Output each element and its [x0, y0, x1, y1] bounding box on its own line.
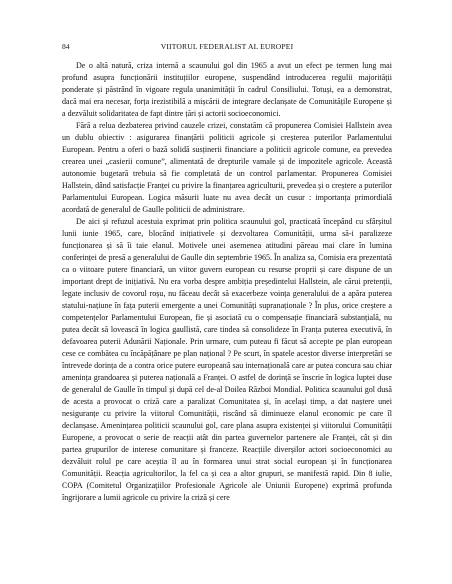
paragraph: De aici și refuzul acestuia exprimat prin politica scaunului gol, practicată începând cu sfârșitul lunii iunie 1965, care, blocând inițiativele și dezvoltarea Comunității, urma să-i paralizeze funcționarea și să îi taie elanul. Motivele unei asemenea atitudini păreau mai clare în lumina conferinței de presă a generalului de Gaulle din septembrie 1965. În analiza sa, Comisia era prezentată ca o viitoare putere financiară, un viitor guvern european cu resurse proprii și care dispune de un important drept de inițiativă. Nu era vorba despre ambiția președintelui Hallstein, ale cărui pretenții, legate inclusiv de covorul roșu, nu făceau decât să exacerbeze voința generalului de a apăra puterea statului-națiune în fața puterii emergente a unei Comunități supranaționale ? În plus, orice creștere a competențelor Parlamentului European, fie și asociată cu o compensație financiară substanțială, nu putea decât să lovească în logica gaullistă, care tindea să consolideze în Franța puterea executivă, în defavoarea puterii Adunării Naționale. Prin urmare, cum puteau fi făcut să accepte pe plan european cese ce combătea cu încăpățânare pe plan național ? Pe scurt, în spatele acestor diverse interpretări se întrevede dorința de a contra orice putere europeană sau internațională care ar putea concura sau chiar amenința grandoarea și puterea națională a Franței. O astfel de dorință se înscrie în logica luptei duse de generalul de Gaulle în timpul și după cel de-al Doilea Război Mondial. Politica scaunului gol dusă de acesta a provocat o criză care a paralizat Comunitatea și, în același timp, a dat naștere unei nesiguranțe cu privire la viitorul Comunității, riscând să diminueze elanul economic pe care îl declanșase. Amenințarea politicii scaunului gol, care plana asupra existenței și viitorului Comunității Europene, a provocat o serie de reacții atât din partea guvernelor partenere ale Franței, cât și din partea grupurilor de interese comunitare și franceze. Reacțiile diverșilor actori socioeconomici au dezvăluit rolul pe care aceștia îl au în formarea unui strat social european și în funcționarea Comunității. Reacția agricultorilor, la fel ca și cea a altor grupuri, se manifestă rapid. Din 8 iulie, COPA (Comitetul Organizațiilor Profesionale Agricole ale Uniunii Europene) exprimă profunda îngrijorare a lumii agricole cu privire la criză și cere	[62, 217, 393, 502]
paragraph: De o altă natură, criza internă a scaunului gol din 1965 a avut un efect pe termen lung mai profund asupra funcționării instituțiilor europene, suspendând introducerea regulii majorității ponderate și păstrând în vigoare regula unanimității în cadrul Consiliului. Totuși, ea a demonstrat, dacă mai era necesar, forța irezistibilă a mișcării de integrare declanșate de Comunitățile Europene și a dezvăluit solidaritatea de fapt dintre țări și actorii socioeconomici.	[62, 61, 392, 118]
running-title: VIITORUL FEDERALIST AL EUROPEI	[160, 42, 294, 51]
page-body	[62, 60, 392, 504]
page-header	[62, 42, 392, 54]
paragraph: Fără a relua dezbaterea privind cauzele crizei, constatăm că propunerea Comisiei Hallstein avea un dublu obiectiv : asigurarea finanțării politicii agricole și creșterea puterilor Parlamentului European. Pentru a oferi o bază solidă susținerii financiare a politicii agricole comune, ea prevedea crearea unei „casierii comune”, alimentată de drepturile vamale și de impozitele agricole. Această autonomie bugetară trebuia să fie completată de un control parlamentar. Propunerea Comisiei Hallstein, dând satisfacție Franței cu privire la finanțarea agriculturii, prevedea și o creștere a puterilor Parlamentului European. Logica măsurii luate nu avea decât un cusur : importanța primordială acordată de generalul de Gaulle politicii de administrare.	[62, 121, 392, 214]
page-number: 84	[62, 42, 70, 51]
